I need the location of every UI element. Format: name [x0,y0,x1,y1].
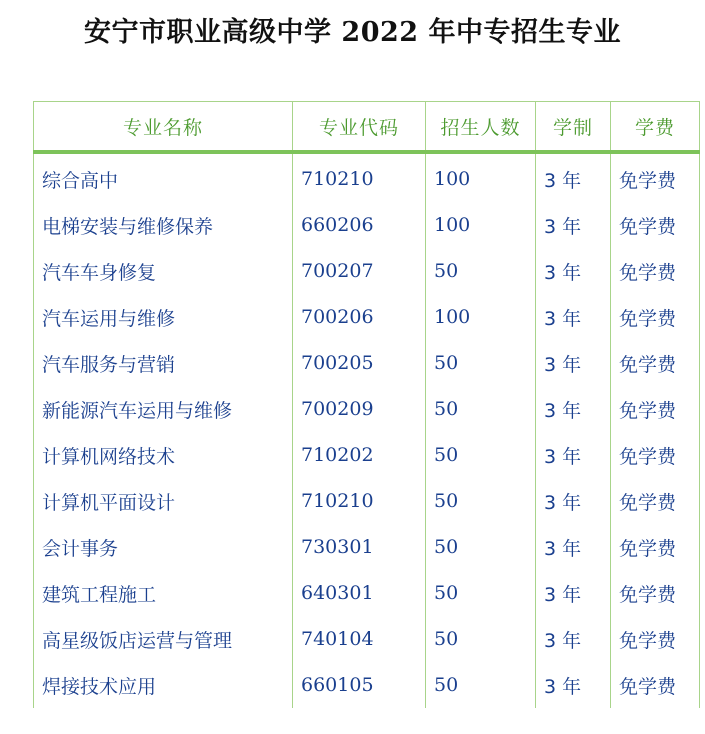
cell-tuition: 免学费 [611,478,700,524]
table-row [34,570,700,616]
cell-major-code: 740104 [293,616,426,662]
table-body [34,152,700,708]
cell-tuition: 免学费 [611,340,700,386]
cell-enrollment-quota: 50 [426,524,536,570]
cell-major-name: 会计事务 [34,524,293,570]
cell-major-name: 新能源汽车运用与维修 [34,386,293,432]
cell-major-code: 700209 [293,386,426,432]
cell-major-code: 700207 [293,248,426,294]
table-row [34,662,700,708]
cell-duration: 3 年 [536,202,611,248]
cell-enrollment-quota: 50 [426,662,536,708]
cell-duration: 3 年 [536,248,611,294]
cell-tuition: 免学费 [611,152,700,202]
page-title: 安宁市职业高级中学 2022 年中专招生专业 [84,17,621,48]
table-header-row [34,102,700,153]
cell-duration: 3 年 [536,570,611,616]
cell-major-code: 710202 [293,432,426,478]
cell-major-name: 汽车运用与维修 [34,294,293,340]
cell-major-name: 焊接技术应用 [34,662,293,708]
cell-tuition: 免学费 [611,570,700,616]
cell-tuition: 免学费 [611,432,700,478]
table-row [34,432,700,478]
cell-major-code: 640301 [293,570,426,616]
cell-tuition: 免学费 [611,248,700,294]
cell-major-name: 计算机平面设计 [34,478,293,524]
cell-enrollment-quota: 50 [426,432,536,478]
table-row [34,248,700,294]
header-tuition: 学费 [611,102,700,153]
cell-duration: 3 年 [536,616,611,662]
cell-major-name: 汽车车身修复 [34,248,293,294]
cell-major-code: 710210 [293,152,426,202]
cell-enrollment-quota: 50 [426,340,536,386]
table-row [34,616,700,662]
cell-major-name: 电梯安装与维修保养 [34,202,293,248]
cell-major-code: 660105 [293,662,426,708]
cell-duration: 3 年 [536,662,611,708]
cell-tuition: 免学费 [611,294,700,340]
header-major-code: 专业代码 [293,102,426,153]
cell-duration: 3 年 [536,340,611,386]
table-row [34,152,700,202]
cell-duration: 3 年 [536,524,611,570]
table-row [34,386,700,432]
header-duration: 学制 [536,102,611,153]
table-row [34,340,700,386]
cell-tuition: 免学费 [611,202,700,248]
cell-enrollment-quota: 50 [426,386,536,432]
enrollment-table-container [33,101,699,708]
cell-enrollment-quota: 50 [426,570,536,616]
cell-major-name: 汽车服务与营销 [34,340,293,386]
cell-major-name: 综合高中 [34,152,293,202]
cell-major-code: 700206 [293,294,426,340]
cell-enrollment-quota: 100 [426,294,536,340]
cell-tuition: 免学费 [611,524,700,570]
cell-duration: 3 年 [536,478,611,524]
cell-enrollment-quota: 50 [426,478,536,524]
cell-tuition: 免学费 [611,386,700,432]
table-row [34,478,700,524]
cell-enrollment-quota: 50 [426,248,536,294]
cell-enrollment-quota: 50 [426,616,536,662]
cell-duration: 3 年 [536,432,611,478]
cell-enrollment-quota: 100 [426,152,536,202]
cell-enrollment-quota: 100 [426,202,536,248]
cell-duration: 3 年 [536,386,611,432]
cell-major-code: 710210 [293,478,426,524]
enrollment-table [33,101,700,708]
table-row [34,524,700,570]
cell-major-code: 660206 [293,202,426,248]
table-row [34,294,700,340]
cell-major-code: 730301 [293,524,426,570]
cell-major-name: 计算机网络技术 [34,432,293,478]
header-enrollment-quota: 招生人数 [426,102,536,153]
cell-duration: 3 年 [536,294,611,340]
cell-major-name: 建筑工程施工 [34,570,293,616]
cell-tuition: 免学费 [611,662,700,708]
header-major-name: 专业名称 [34,102,293,153]
cell-major-code: 700205 [293,340,426,386]
cell-tuition: 免学费 [611,616,700,662]
table-row [34,202,700,248]
cell-duration: 3 年 [536,152,611,202]
cell-major-name: 高星级饭店运营与管理 [34,616,293,662]
